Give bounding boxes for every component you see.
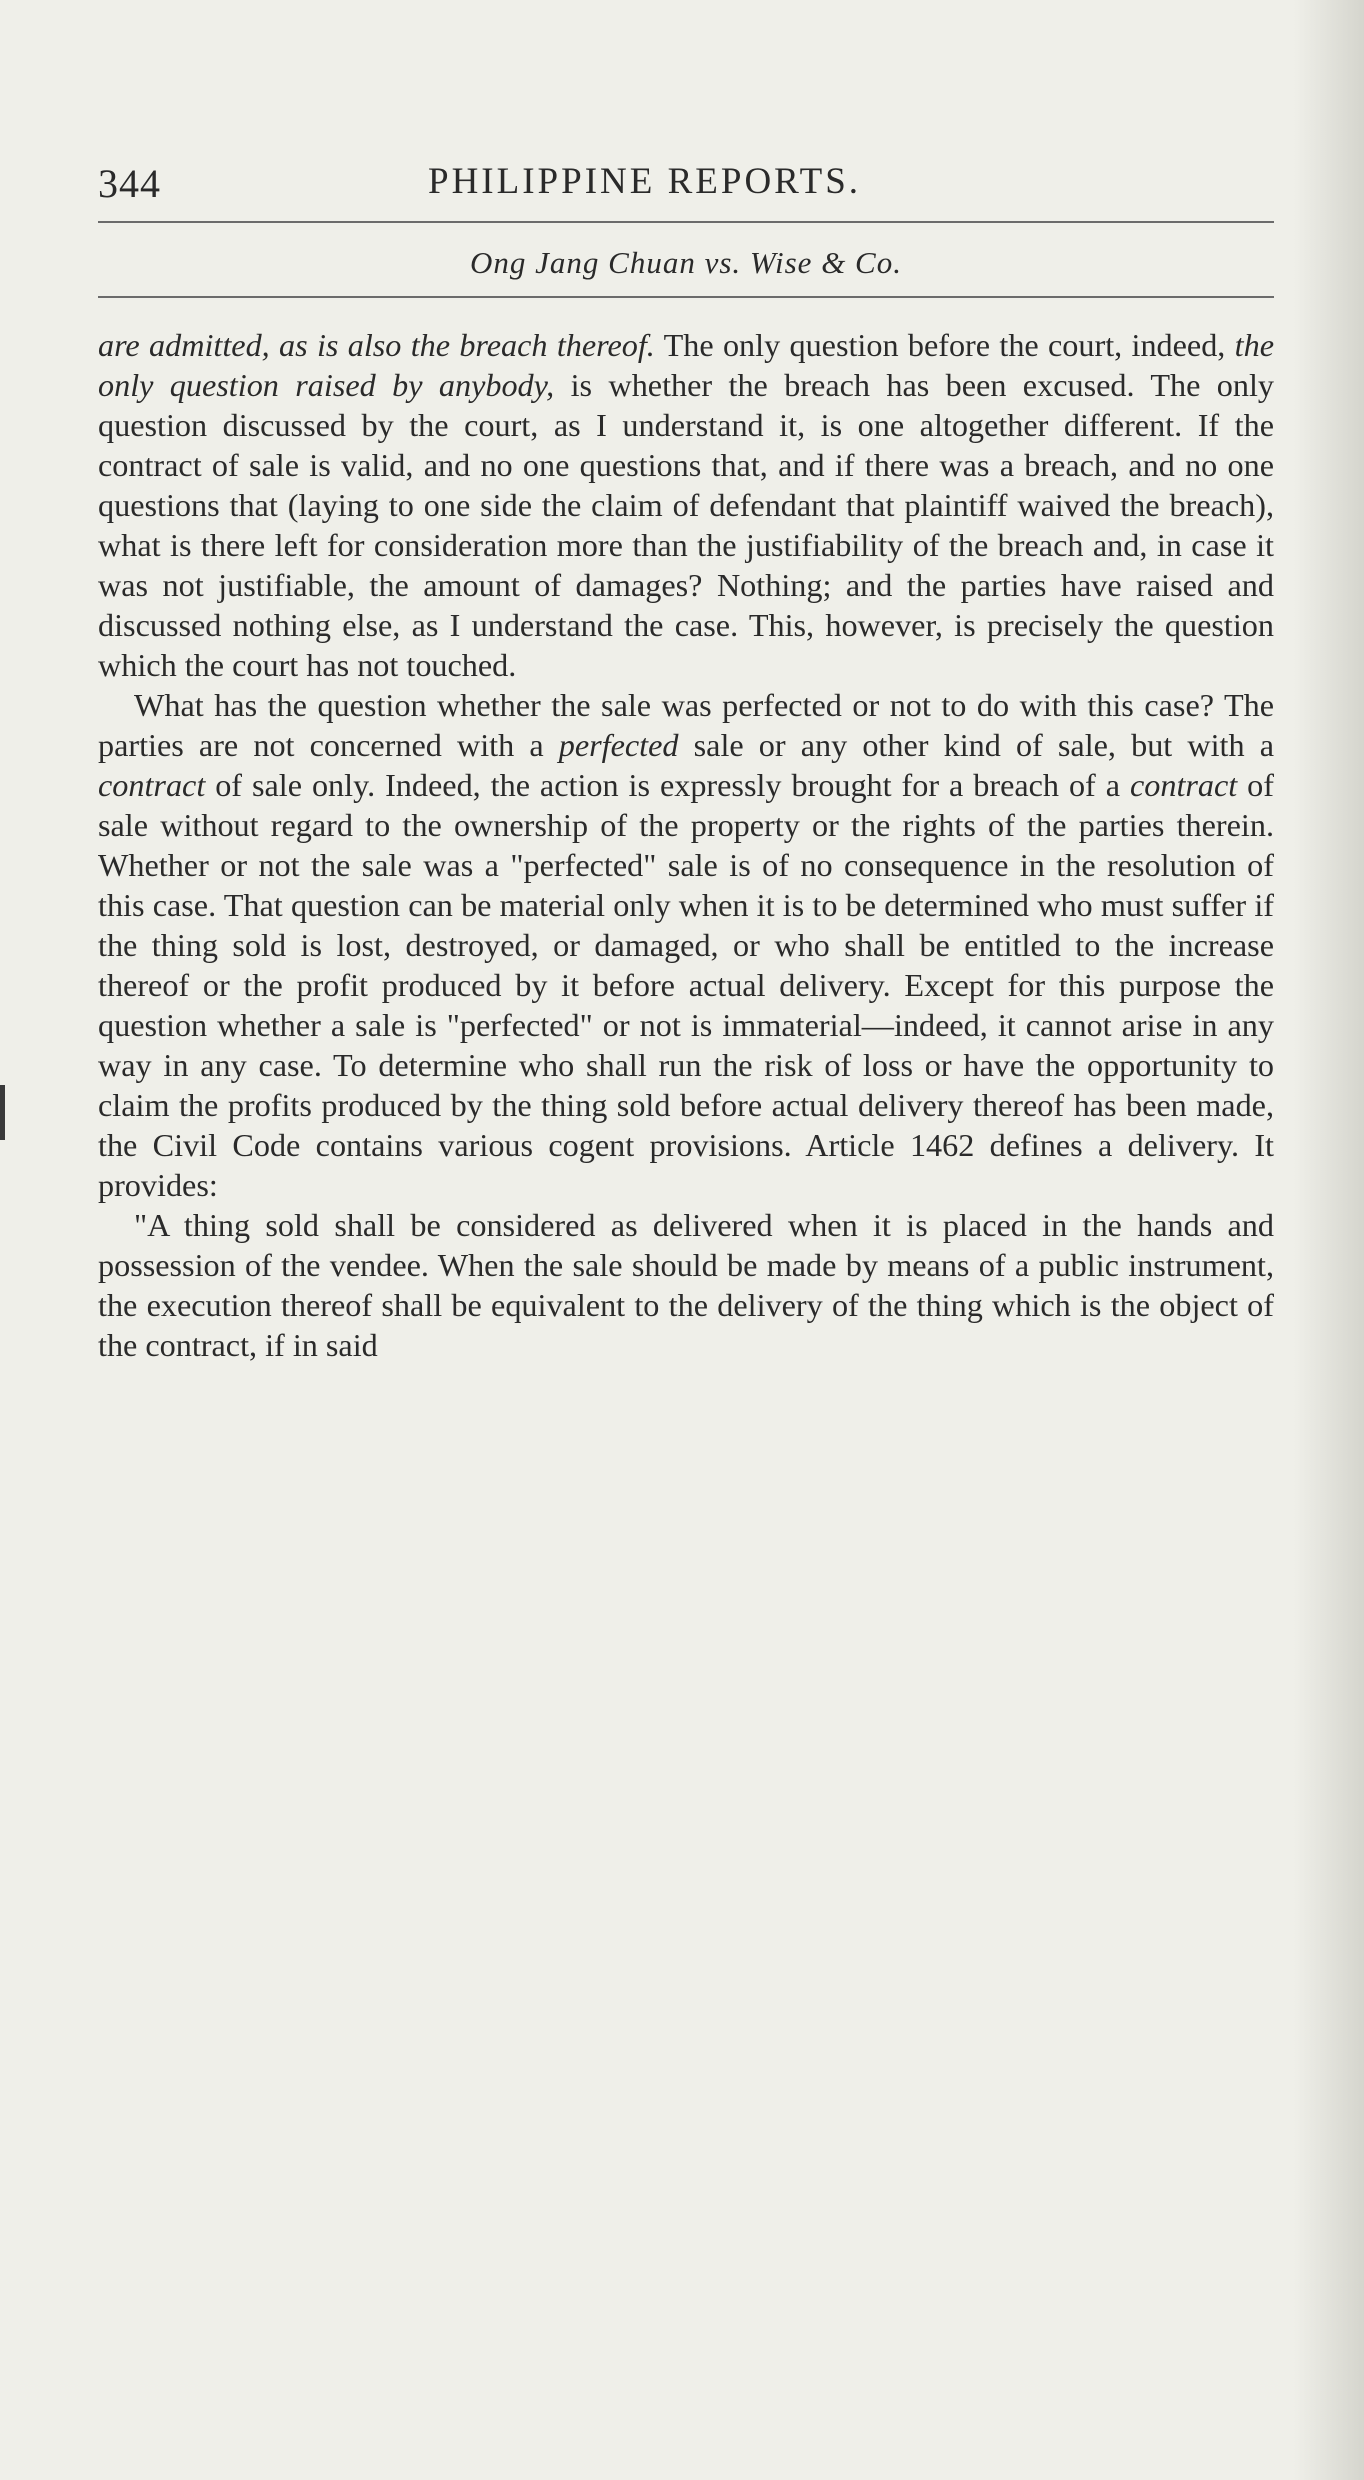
paragraph-2-italic-contract-1: contract — [98, 767, 206, 803]
paragraph-2-italic-perfected: perfected — [558, 727, 679, 763]
running-head — [98, 150, 1274, 210]
header-rule-top — [98, 221, 1274, 223]
body-text — [98, 325, 1274, 1365]
paragraph-2-text-a: What has the question whether the sale was perfected or not to do with this case? The parties are not concerned with a — [98, 687, 1274, 763]
running-title: PHILIPPINE REPORTS. — [428, 161, 862, 202]
paragraph-2-text-c: of sale only. Indeed, the action is expressly brought for a breach of a — [205, 767, 1130, 803]
page-edge-shadow — [1294, 0, 1364, 2480]
paragraph-1-italic-phrase: the only question raised by anybody, — [98, 327, 1274, 403]
paragraph-1 — [98, 325, 1274, 685]
paragraph-2-text-d: of sale without regard to the ownership of the property or the rights of the parties therein. Whether or not the sale was a "perfected" sale is of no consequence in the resolution of this case. That question can be material only when it is to be determined who must suffer if the thing sold is lost, destroyed, or damaged, or who shall be entitled to the increase thereof or the profit produced by it before actual delivery. Except for this purpose the question whether a sale is "perfected" or not is immaterial—indeed, it cannot arise in any way in any case. To determine who shall run the risk of loss or have the opportunity to claim the profits produced by the thing sold before actual delivery thereof has been made, the Civil Code contains various cogent provisions. Article 1462 defines a delivery. It provides: — [98, 767, 1274, 1203]
paragraph-1-text-a: The only question before the court, indeed, — [654, 327, 1235, 363]
margin-mark — [0, 1085, 5, 1140]
paragraph-1-italic-opening: are admitted, as is also the breach thereof. — [98, 327, 655, 363]
page-number: 344 — [98, 161, 161, 206]
paragraph-2-italic-contract-2: contract — [1129, 767, 1238, 803]
paragraph-2-text-b: sale or any other kind of sale, but with a — [678, 727, 1275, 763]
header-rule-bottom — [98, 296, 1274, 298]
paragraph-3-quotation: "A thing sold shall be considered as delivered when it is placed in the hands and possession of the vendee. When the sale should be made by means of a public instrument, the execution thereof shall be equivalent to the delivery of the thing which is the object of the contract, if in said — [98, 1207, 1274, 1363]
case-title: Ong Jang Chuan vs. Wise & Co. — [470, 245, 902, 280]
paragraph-1-text-b: is whether the breach has been excused. The only question discussed by the court, as I understand it, is one altogether different. If the contract of sale is valid, and no one questions that, and if there was a breach, and no one questions that (laying to one side the claim of defendant that plaintiff waived the breach), what is there left for consideration more than the justifiability of the breach and, in case it was not justifiable, the amount of damages? Nothing; and the parties have raised and discussed nothing else, as I understand the case. This, however, is precisely the question which the court has not touched. — [98, 367, 1274, 683]
paragraph-2 — [98, 685, 1274, 1205]
